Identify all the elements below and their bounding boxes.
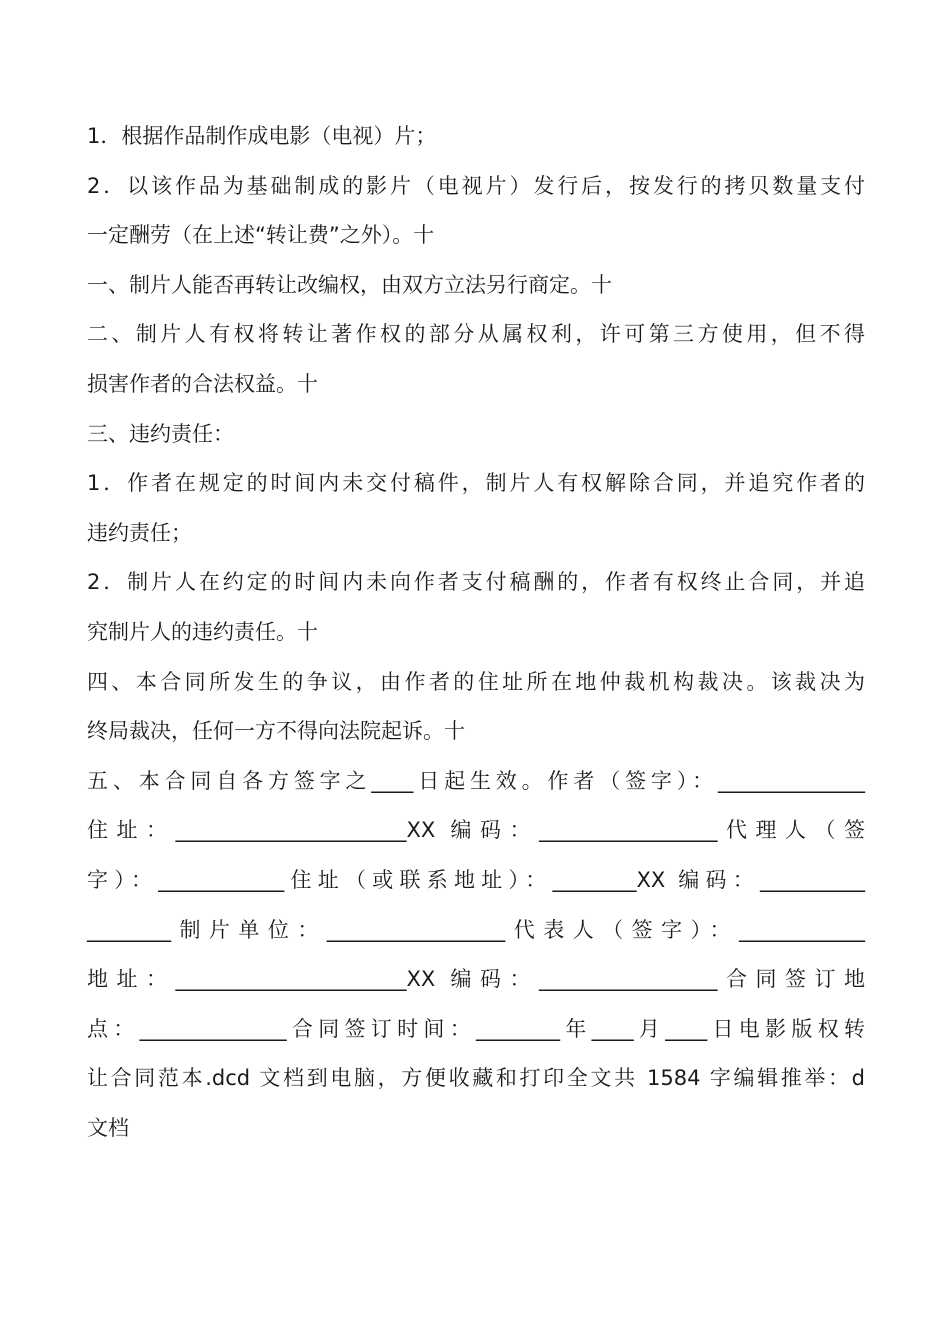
text-line: 住址：______________________XX 编码：_________________代理人（签: [87, 818, 865, 843]
text-line: 地址：______________________XX 编码：_________________合同签订地: [87, 967, 865, 992]
text-line: 三、违约责任：: [87, 421, 234, 446]
text-line: 究制片人的违约责任。十: [87, 619, 318, 644]
text-line: ________制片单位：_________________代表人（签字）：____________: [87, 917, 865, 942]
text-line: 让合同范本.dcd 文档到电脑，方便收藏和打印全文共 1584 字编辑推举：d: [87, 1066, 865, 1091]
contract-text: [87, 112, 865, 1153]
text-line: 终局裁决，任何一方不得向法院起诉。十: [87, 719, 465, 744]
text-line: 违约责任；: [87, 520, 192, 545]
text-line: 四、本合同所发生的争议，由作者的住址所在地仲裁机构裁决。该裁决为: [87, 669, 865, 694]
text-line: 二、制片人有权将转让著作权的部分从属权利，许可第三方使用，但不得: [87, 322, 865, 347]
text-line: 2．以该作品为基础制成的影片（电视片）发行后，按发行的拷贝数量支付: [87, 173, 865, 198]
text-line: 字）：____________住址（或联系地址）：________XX 编码：__________: [87, 867, 865, 892]
text-line: 2．制片人在约定的时间内未向作者支付稿酬的，作者有权终止合同，并追: [87, 570, 865, 595]
text-line: 五、本合同自各方签字之____日起生效。作者（签字）：______________: [87, 768, 865, 793]
text-line: 损害作者的合法权益。十: [87, 371, 318, 396]
text-line: 一定酬劳（在上述“转让费”之外）。十: [87, 223, 435, 248]
text-line: 点：______________合同签订时间：________年____月____日电影版权转: [87, 1016, 865, 1041]
text-line: 文档: [87, 1115, 129, 1140]
text-line: 一、制片人能否再转让改编权，由双方立法另行商定。十: [87, 272, 612, 297]
text-line: 1．作者在规定的时间内未交付稿件，制片人有权解除合同，并追究作者的: [87, 471, 865, 496]
text-line: 1．根据作品制作成电影（电视）片；: [87, 124, 437, 148]
